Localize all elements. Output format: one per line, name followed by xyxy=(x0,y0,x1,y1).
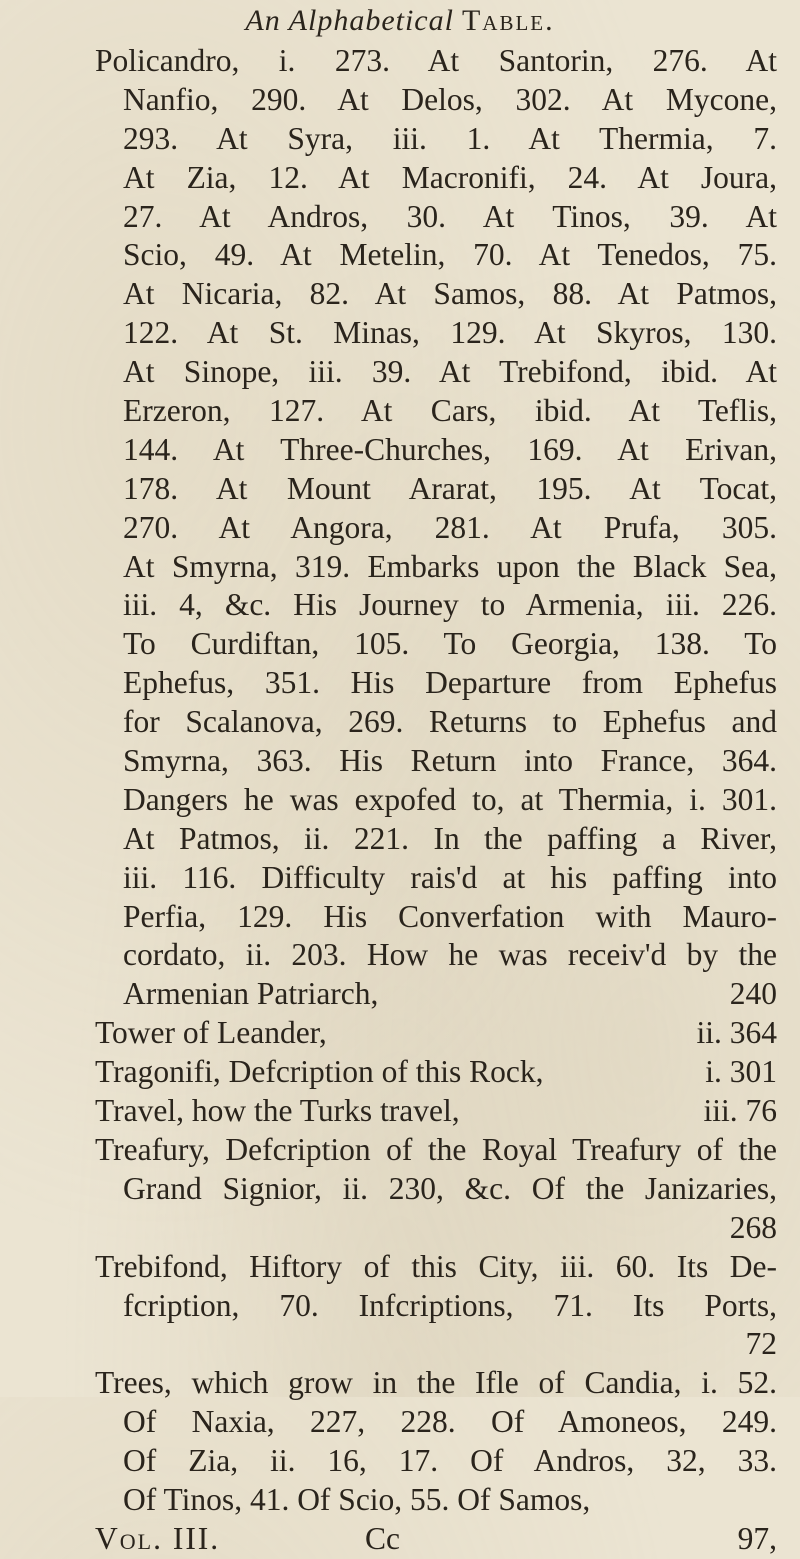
index-line xyxy=(95,820,777,859)
index-line-text: Treafury, Defcription of the Royal Treafury of the xyxy=(95,1131,777,1167)
running-head-table: Table. xyxy=(461,4,555,37)
index-line xyxy=(95,1053,777,1092)
index-line-text: for Scalanova, 269. Returns to Ephefus and xyxy=(123,704,777,740)
index-line-text: Scio, 49. At Metelin, 70. At Tenedos, 75. xyxy=(123,237,777,273)
index-line-text: Of Tinos, 41. Of Scio, 55. Of Samos, xyxy=(123,1481,591,1517)
index-line xyxy=(95,431,777,470)
page-reference: i. 301 xyxy=(705,1054,777,1090)
index-line xyxy=(95,898,777,937)
index-line-text: 178. At Mount Ararat, 195. At Tocat, xyxy=(123,470,777,506)
index-line-text: Trees, which grow in the Ifle of Candia, i. 52. xyxy=(95,1365,777,1401)
index-line-text: Of Naxia, 227, 228. Of Amoneos, 249. xyxy=(123,1404,777,1440)
index-line-text: Policandro, i. 273. At Santorin, 276. At xyxy=(95,43,777,78)
index-line-text: Armenian Patriarch, xyxy=(123,976,379,1012)
index-line-text: At Sinope, iii. 39. At Trebifond, ibid. At xyxy=(123,354,777,390)
index-line-text: Erzeron, 127. At Cars, ibid. At Teflis, xyxy=(123,393,777,429)
index-line xyxy=(95,1170,777,1209)
index-line xyxy=(95,1364,777,1403)
index-line-text: 293. At Syra, iii. 1. At Thermia, 7. xyxy=(123,120,777,156)
index-line-text: cordato, ii. 203. How he was receiv'd by the xyxy=(123,937,777,973)
index-line xyxy=(95,625,777,664)
index-line xyxy=(95,1014,777,1053)
index-line-text: iii. 4, &c. His Journey to Armenia, iii. 226. xyxy=(123,587,777,623)
index-line xyxy=(95,548,777,587)
index-line-text: Ephefus, 351. His Departure from Ephefus xyxy=(123,665,777,701)
index-line xyxy=(95,975,777,1014)
running-head-title: An Alphabetical xyxy=(245,4,454,37)
index-line-text: 270. At Angora, 281. At Prufa, 305. xyxy=(123,509,777,545)
index-line xyxy=(95,1131,777,1170)
index-line xyxy=(95,42,777,81)
index-line xyxy=(95,1209,777,1248)
index-line-text: At Smyrna, 319. Embarks upon the Black Sea, xyxy=(123,548,777,584)
index-line-text: Grand Signior, ii. 230, &c. Of the Janizaries, xyxy=(123,1170,777,1206)
catchword: 97, xyxy=(737,1520,777,1556)
index-line xyxy=(95,275,777,314)
index-line xyxy=(95,120,777,159)
index-line-text: 144. At Three-Churches, 169. At Erivan, xyxy=(123,431,777,467)
index-line xyxy=(95,703,777,742)
index-line xyxy=(95,1403,777,1442)
index-line xyxy=(95,1287,777,1326)
index-line xyxy=(95,1481,777,1520)
page-reference: iii. 76 xyxy=(703,1093,777,1129)
index-line xyxy=(95,392,777,431)
page-reference: 72 xyxy=(745,1326,777,1362)
index-line xyxy=(95,198,777,237)
index-line-text: Tragonifi, Defcription of this Rock, xyxy=(95,1054,544,1090)
page-reference: 268 xyxy=(729,1209,777,1245)
running-head xyxy=(0,4,800,38)
index-line-text: Trebifond, Hiftory of this City, iii. 60. Its De- xyxy=(95,1248,777,1284)
index-line-text: Tower of Leander, xyxy=(95,1015,327,1051)
index-line-text: Travel, how the Turks travel, xyxy=(95,1093,460,1129)
index-line xyxy=(95,1442,777,1481)
index-line xyxy=(95,742,777,781)
index-line xyxy=(95,664,777,703)
index-line xyxy=(95,159,777,198)
index-line xyxy=(95,859,777,898)
index-line-text: 122. At St. Minas, 129. At Skyros, 130. xyxy=(123,315,777,351)
index-line xyxy=(95,1248,777,1287)
index-line xyxy=(95,936,777,975)
index-line-text: Smyrna, 363. His Return into France, 364. xyxy=(123,743,777,779)
index-line xyxy=(95,81,777,120)
index-line xyxy=(95,586,777,625)
page-reference: ii. 364 xyxy=(696,1015,777,1051)
index-line-text: Dangers he was expofed to, at Thermia, i. 301. xyxy=(123,781,777,817)
index-line-text: Of Zia, ii. 16, 17. Of Andros, 32, 33. xyxy=(123,1443,777,1479)
index-line xyxy=(95,353,777,392)
index-line xyxy=(95,1325,777,1364)
index-line-text: fcription, 70. Infcriptions, 71. Its Ports, xyxy=(123,1287,777,1323)
index-line xyxy=(95,470,777,509)
signature-mark: Cc xyxy=(365,1520,400,1556)
index-line-text: iii. 116. Difficulty rais'd at his paffing into xyxy=(123,859,777,895)
index-line xyxy=(95,509,777,548)
index-line-text: To Curdiftan, 105. To Georgia, 138. To xyxy=(123,626,777,662)
index-line-text: At Zia, 12. At Macronifi, 24. At Joura, xyxy=(123,159,777,195)
index-entries xyxy=(95,42,777,1559)
index-line xyxy=(95,236,777,275)
index-line xyxy=(95,314,777,353)
index-line-text: Nanfio, 290. At Delos, 302. At Mycone, xyxy=(123,81,777,117)
page-footer xyxy=(95,1520,777,1559)
index-line-text: At Patmos, ii. 221. In the paffing a River, xyxy=(123,820,777,856)
index-line-text: Perfia, 129. His Converfation with Mauro- xyxy=(123,898,777,934)
volume-signature: Vol. III. xyxy=(95,1520,221,1556)
index-line-text: 27. At Andros, 30. At Tinos, 39. At xyxy=(123,198,777,234)
page-reference: 240 xyxy=(729,976,777,1012)
index-line xyxy=(95,1092,777,1131)
index-line-text: At Nicaria, 82. At Samos, 88. At Patmos, xyxy=(123,276,777,312)
index-line xyxy=(95,781,777,820)
